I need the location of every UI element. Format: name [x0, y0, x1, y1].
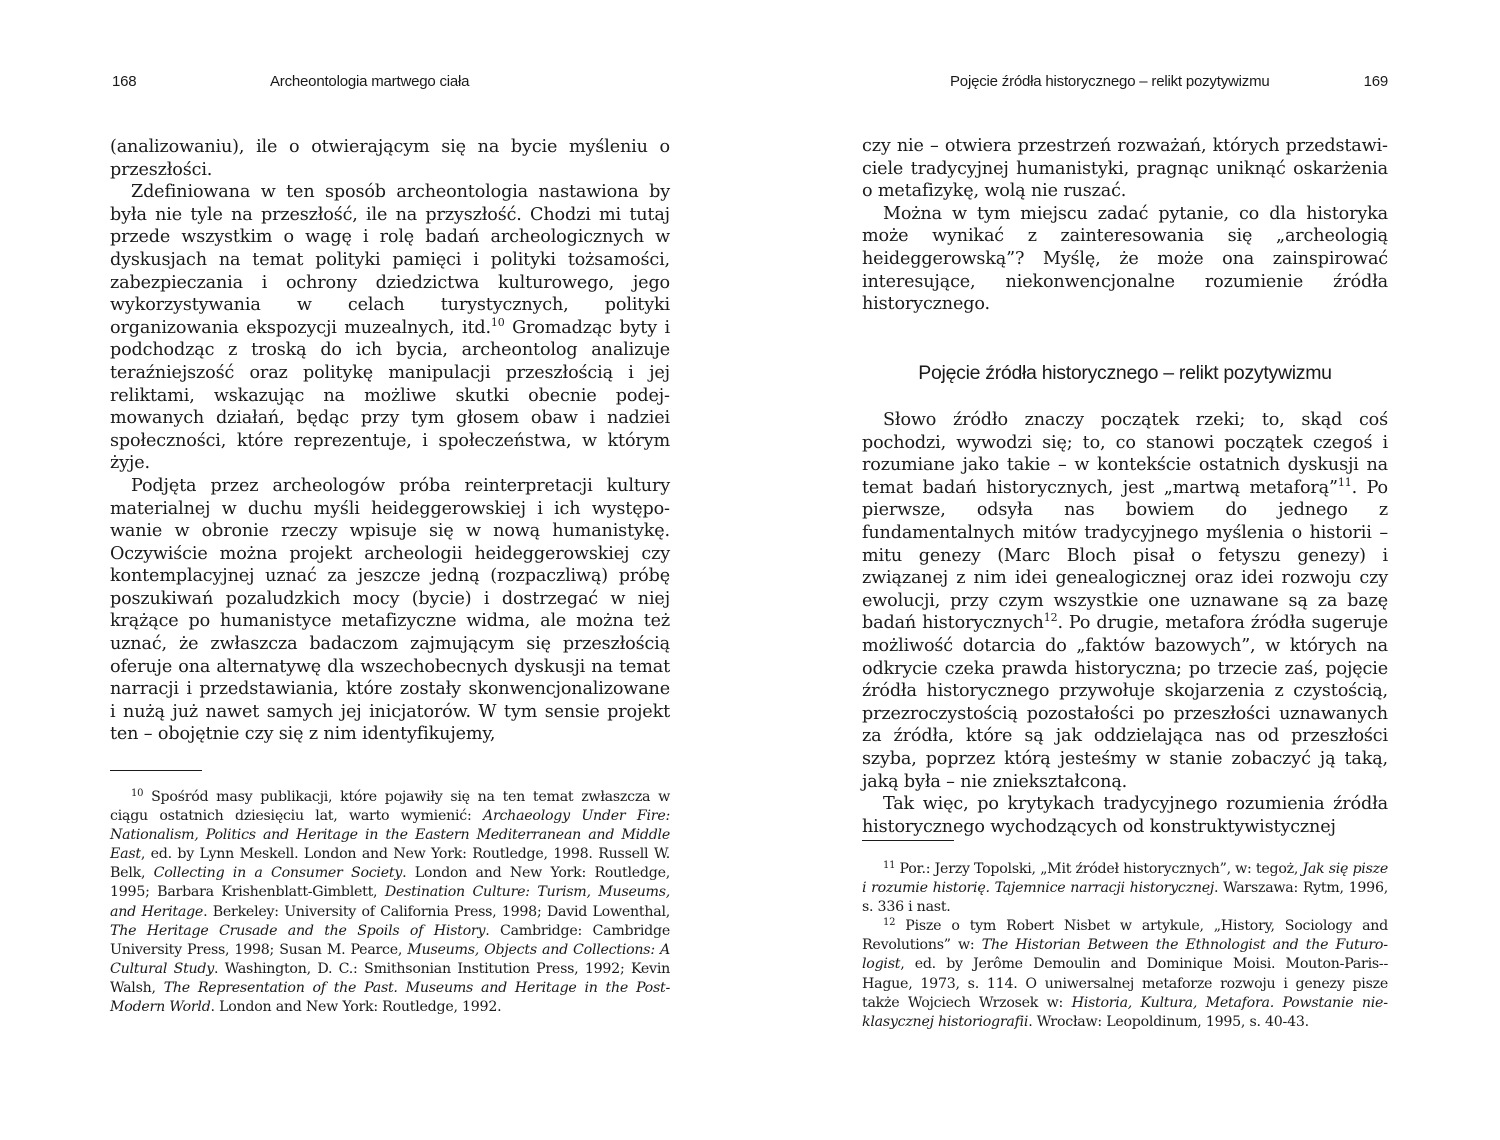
citation-title: The Representation of the Past. Museums and Heritage in the Post-Modern World	[110, 979, 670, 1016]
citation-title: Museums, Objects and Collections: A Cultural Study	[110, 941, 670, 977]
running-title: Archeontologia martwego ciała	[270, 73, 470, 90]
footnote-marker: 12	[883, 917, 896, 929]
text-run: , ed. by Lynn Meskell. London and New York: Routledge, 1998. Russell W. Belk,	[110, 846, 670, 882]
text-run: Słowo źródło znaczy początek rzeki; to, skąd coś pochodzi, wywodzi się; to, co stanowi początek czegoś i rozumiane jako takie – w kontekście ostatnich dyskusji na temat badań historycznych, jest „martwą metaforą”	[862, 410, 1388, 498]
footnote-divider	[110, 770, 202, 771]
footnote-12	[862, 917, 1388, 1032]
citation-title: The Heritage Crusade and the Spoils of History	[110, 922, 486, 939]
paragraph: Można w tym miejscu zadać pytanie, co dla historyka może wynikać z zainteresowania się „archeologią heideggerowską”? Myślę, że może ona zainspirować interesujące, niekonwencjonalne rozumienie źródła historycznego.	[862, 203, 1388, 315]
citation-title: Archaeology Under Fire: Nationalism, Politics and Heritage in the Eastern Mediterranean and Middle East	[110, 808, 670, 863]
text-run: . Wrocław: Leopoldinum, 1995, s. 40-43.	[1028, 1013, 1309, 1030]
running-head-right	[862, 73, 1388, 93]
citation-title: Jak się pisze i rozumie historię. Tajemnice narracji historycznej	[862, 861, 1388, 897]
text-run: . London and New York: Routledge, 1992.	[210, 999, 502, 1016]
page-number: 168	[112, 73, 137, 90]
body-text	[862, 135, 1388, 316]
text-run: Spośród masy publikacji, które pojawiły się na ten temat zwłaszcza w ciągu ostatnich dziesięciu lat, warto wymienić:	[110, 789, 670, 825]
page-number: 169	[1363, 73, 1388, 90]
text-run: Por.: Jerzy Topolski, „Mit źródeł historycznych”, w: tegoż,	[895, 861, 1303, 877]
footnotes	[862, 860, 1388, 1032]
running-head-left	[110, 73, 670, 93]
footnote-marker: 10	[131, 788, 144, 799]
text-run: . Washington, D. C.: Smithsonian Institution Press, 1992; Kevin Walsh,	[110, 960, 670, 996]
footnotes	[110, 788, 670, 1017]
paragraph	[862, 409, 1388, 793]
footnote-marker: 11	[883, 860, 896, 871]
paragraph: czy nie – otwiera przestrzeń rozważań, których przedstawiciele tradycyjnej humanistyki, pragnąc uniknąć oskarżenia o metafizykę, wolą nie ruszać.	[862, 136, 1388, 202]
paragraph: (analizowaniu), ile o otwierającym się na bycie myśleniu o przeszłości.	[110, 137, 670, 180]
section-heading: Pojęcie źródła historycznego – relikt pozytywizmu	[918, 362, 1332, 384]
text-run: Gromadząc byty i podchodząc z troską do ich bycia, archeontolog analizuje teraźniejszość oraz politykę manipulacji przeszłością i jej reliktami, wskazując na możliwe skutki obecnie podejmowanych działań, będąc przy tym głosem obaw i nadziei społeczności, które reprezentuje, i społeczeństwa, w którym żyje.	[110, 317, 670, 474]
text-run: . Po pierwsze, odsyła nas bowiem do jednego z fundamentalnych mitów tradycyjnego myślenia o historii – mitu genezy (Marc Bloch pisał o fetyszu genezy) i związanej z nim idei genealogicznej oraz idei rozwoju czy ewolucji, przy czym wszystkie one uznawane są za bazę badań historycznych	[862, 477, 1388, 634]
footnote-divider	[862, 840, 954, 841]
text-run: . Warszawa: Rytm, 1996, s. 336 i nast.	[862, 880, 1388, 916]
text-run: Pisze o tym Robert Nisbet w artykule, „History, Sociology and Revolutions” w:	[862, 918, 1388, 954]
text-run: . Po drugie, metafora źródła sugeruje możliwość dotarcia do „faktów bazowych”, w których na odkrycie czeka prawda historyczna; po trzecie zaś, pojęcie źródła historycznego przywołuje skojarzenia z czystością, przezroczystością pozostałości po przeszłości uznawanych za źródła, które są jak oddzielająca nas od przeszłości szyba, poprzez którą jesteśmy w stanie zobaczyć ją taką, jaką była – nie zniekształconą.	[862, 613, 1389, 792]
section-body	[862, 409, 1388, 838]
text-run: . Berkeley: University of California Press, 1998; David Lowenthal,	[203, 903, 670, 920]
text-run: . Cambridge: Cambridge University Press, 1998; Susan M. Pearce,	[110, 922, 670, 958]
footnote-ref[interactable]: 12	[1043, 611, 1058, 625]
citation-title: Historia, Kultura, Metafora. Powstanie nieklasycznej historiografii	[862, 994, 1388, 1030]
footnote-ref[interactable]: 11	[1337, 475, 1352, 489]
paragraph	[110, 181, 670, 475]
body-text	[110, 136, 670, 746]
paragraph: Tak więc, po krytykach tradycyjnego rozumienia źródła historycznego wychodzących od konstruktywistycznej	[862, 794, 1388, 837]
footnote-10	[110, 788, 670, 1017]
text-run: Zdefiniowana w ten sposób archeontologia nastawiona by była nie tyle na przeszłość, ile na przyszłość. Chodzi mi tutaj przede wszystkim o wagę i rolę badań archeologicznych w dyskusjach na temat polityki pamięci i polityki tożsamości, zabezpieczania i ochrony dziedzictwa kulturowego, jego wykorzystywania w celach turystycznych, polityki organizowania ekspozycji muzealnych, itd.	[110, 182, 670, 338]
running-title: Pojęcie źródła historycznego – relikt pozytywizmu	[950, 73, 1270, 90]
footnote-ref[interactable]: 10	[490, 315, 505, 329]
footnote-11	[862, 860, 1388, 917]
citation-title: The Historian Between the Ethnologist and the Futurologist	[862, 937, 1388, 973]
citation-title: Destination Culture: Turism, Museums, and Heritage	[110, 884, 670, 920]
paragraph: Podjęta przez archeologów próba reinterpretacji kultury materialnej w duchu myśli heideggerowskiej i ich występowanie w obronie rzeczy wpisuje się w nową humanistykę. Oczywiście można projekt archeologii heideggerowskiej czy kontemplacyjnej uznać za jeszcze jedną (rozpaczliwą) próbę poszukiwań pozaludzkich mocy (bycie) i dostrzegać w niej krążące po humanistyce metafizyczne widma, ale można też uznać, że zwłaszcza badaczom zajmującym się przeszłością oferuje ona alternatywę dla wszechobecnych dyskusji na temat narracji i przedstawiania, które zostały skonwencjonalizowane i nużą już nawet samych jej inicjatorów. W tym sensie projekt ten – obojętnie czy się z nim identyfikujemy,	[110, 475, 670, 745]
text-run: , ed. by Jerôme Demoulin and Dominique Moisi. Mouton-Paris--Hague, 1973, s. 114. O uniwersalnej metaforze rozwoju i genezy pisze także Wojciech Wrzosek w:	[862, 956, 1388, 1011]
citation-title: Collecting in a Consumer Society	[153, 865, 403, 882]
text-run: . London and New York: Routledge, 1995; Barbara Krishenblatt-Gimblett,	[110, 865, 671, 901]
